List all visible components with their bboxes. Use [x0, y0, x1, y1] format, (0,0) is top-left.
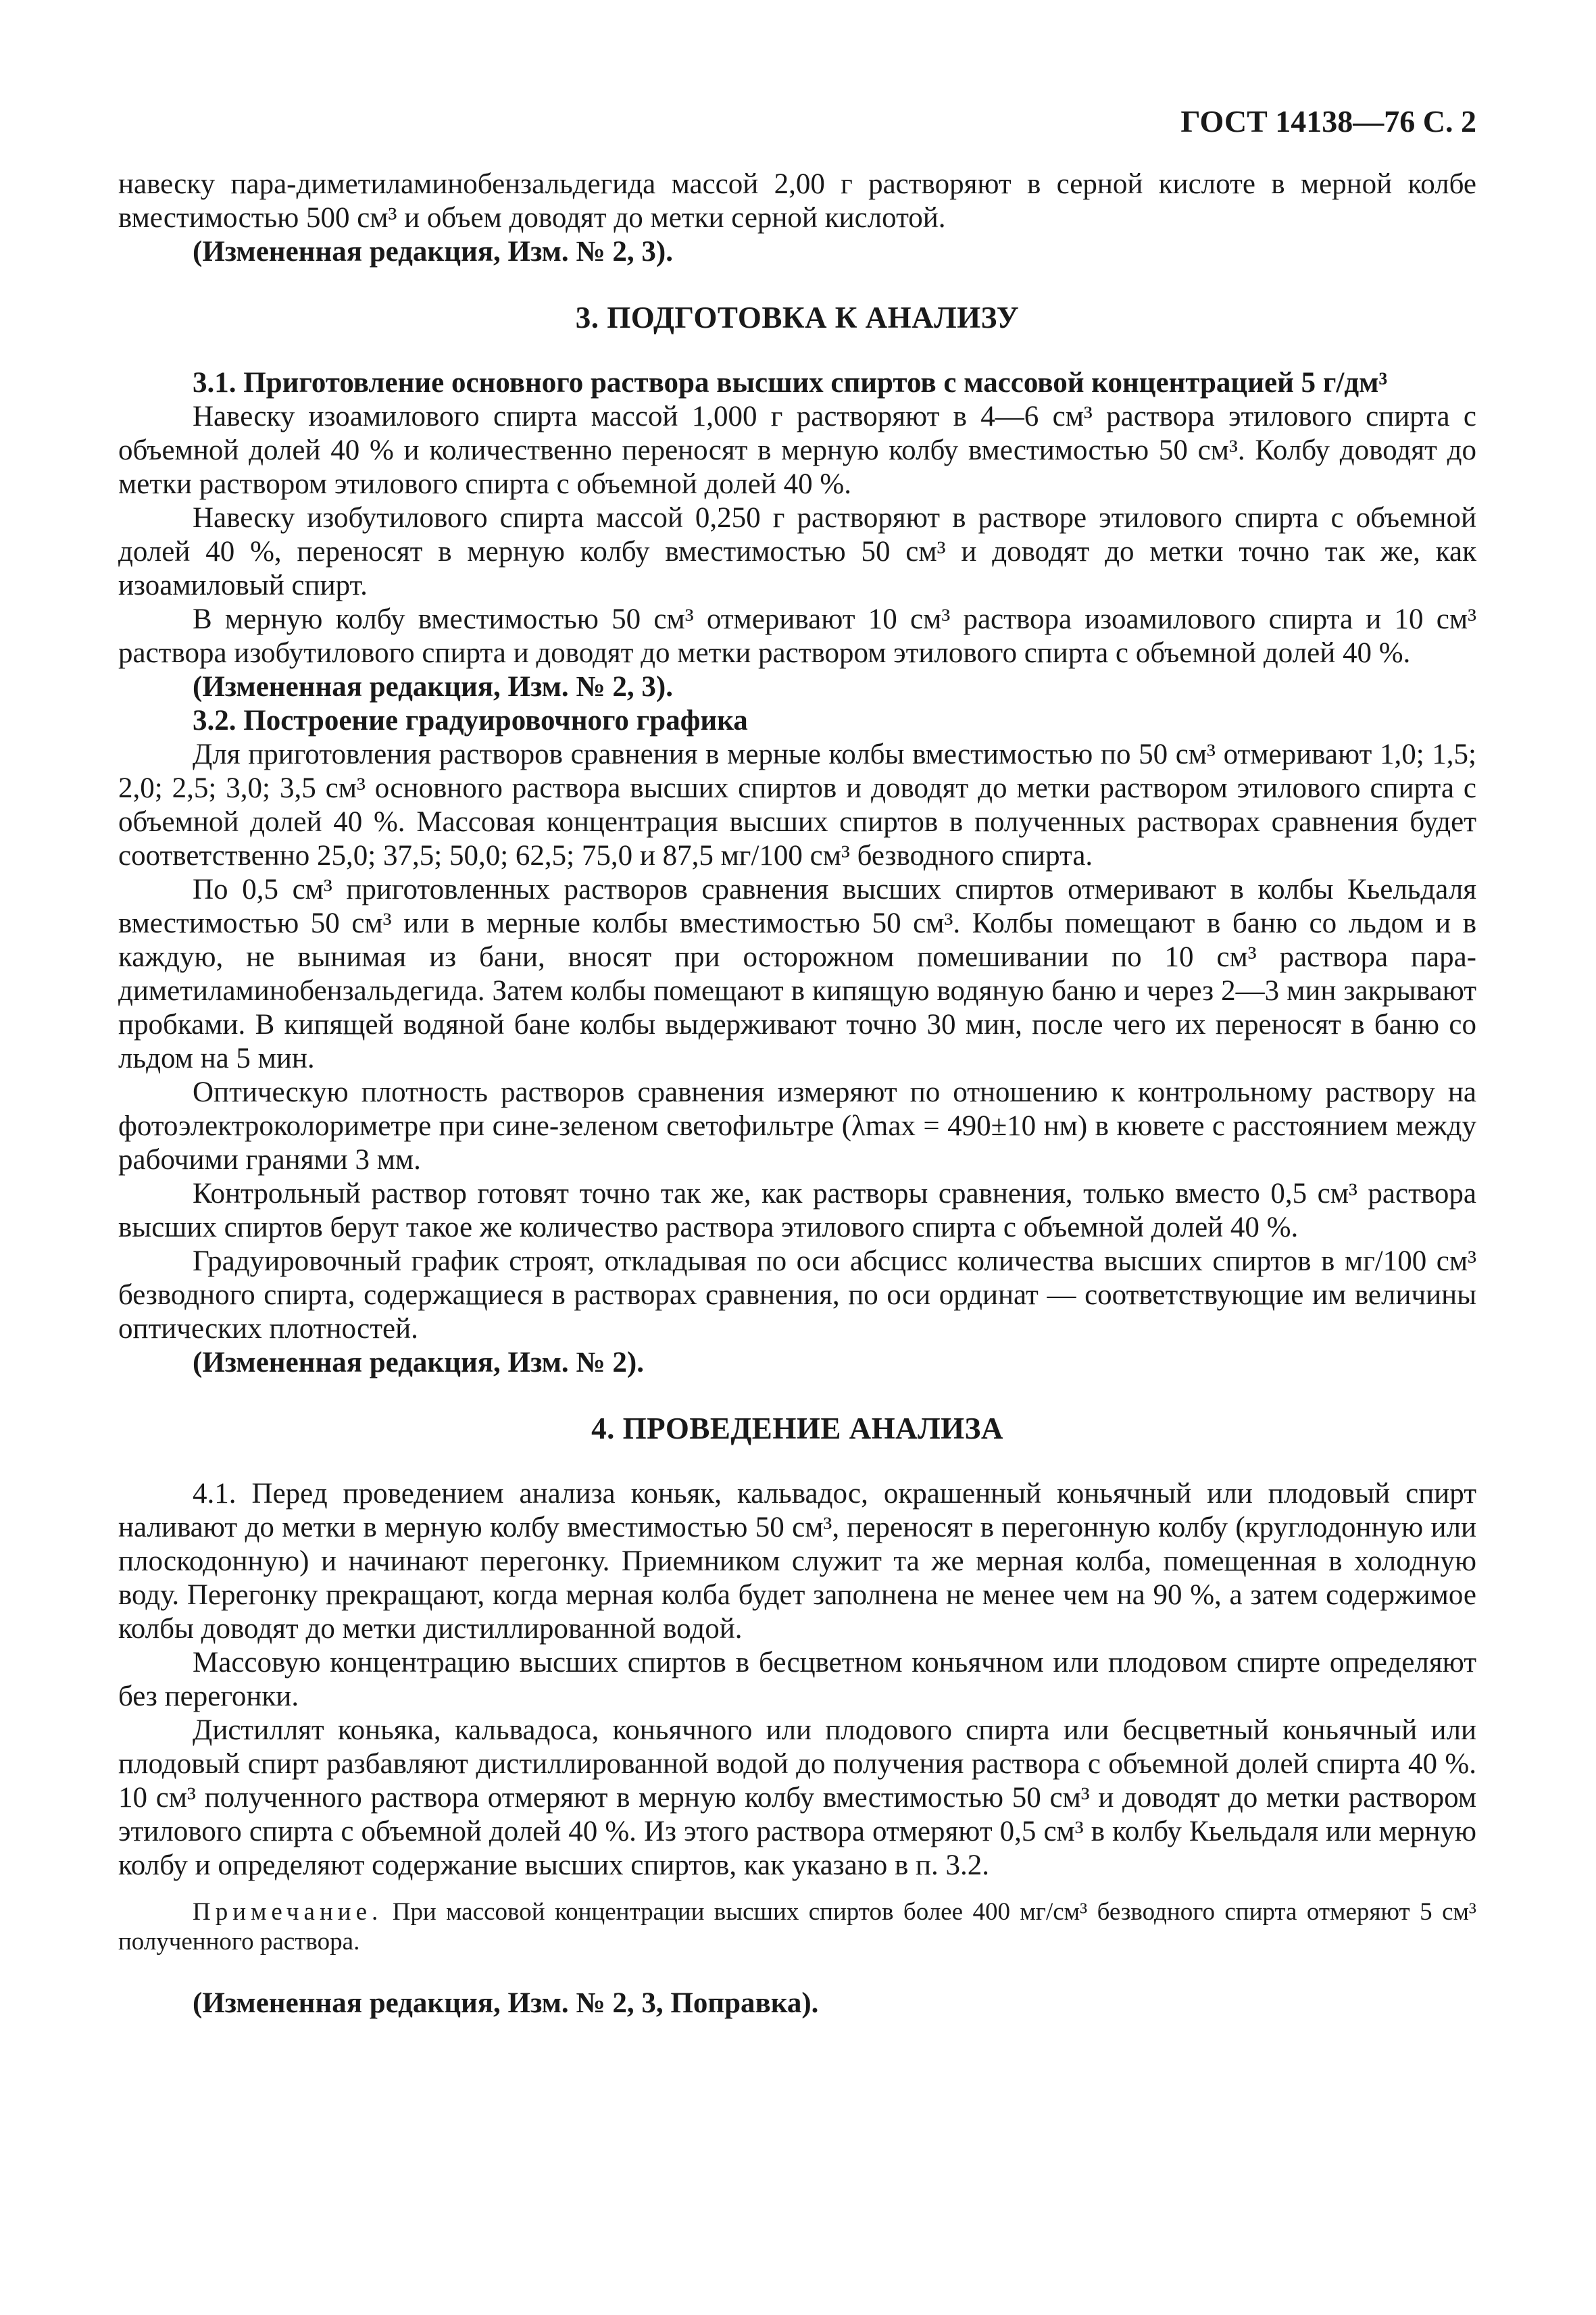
paragraph: Дистиллят коньяка, кальвадоса, коньячного или плодового спирта или бесцветный коньячный или плодовый спирт разбавляют дистиллированной водой до получения раствора с объемной долей спирта 40 %. 10 см³ полученного раствора отмеряют в мерную колбу вместимостью 50 см³ и доводят до метки раствором этилового спирта с объемной долей 40 %. Из этого раствора отмеряют 0,5 см³ в колбу Кьельдаля или мерную колбу и определяют содержание высших спиртов, как указано в п. 3.2. [118, 1714, 1476, 1881]
document-page [118, 101, 1476, 2020]
paragraph: Навеску изоамилового спирта массой 1,000 г растворяют в 4—6 см³ раствора этилового спирта с объемной долей 40 % и количественно переносят в мерную колбу вместимостью 50 см³. Колбу доводят до метки раствором этилового спирта с объемной долей 40 %. [118, 401, 1476, 500]
section-3-title: 3. ПОДГОТОВКА К АНАЛИЗУ [575, 301, 1020, 334]
note-text: При массовой концентрации высших спиртов более 400 мг/см³ безводного спирта отмеряют 5 см³ полученного раствора. [118, 1898, 1477, 1956]
amendment-note: (Измененная редакция, Изм. № 2, 3). [193, 236, 673, 268]
paragraph: Градуировочный график строят, откладывая по оси абсцисс количества высших спиртов в мг/100 см³ безводного спирта, содержащиеся в растворах сравнения, по оси ординат — соответствующие им величины оптических плотностей. [118, 1245, 1476, 1345]
subsection-3-1-title: 3.1. Приготовление основного раствора высших спиртов с массовой концентрацией 5 г/дм³ [193, 367, 1388, 399]
section-4-title: 4. ПРОВЕДЕНИЕ АНАЛИЗА [591, 1412, 1003, 1445]
note [118, 1897, 1476, 1957]
amendment-note: (Измененная редакция, Изм. № 2, 3, Поправка). [193, 1987, 819, 2019]
subsection-3-2-title: 3.2. Построение градуировочного графика [193, 705, 748, 737]
amendment-note: (Измененная редакция, Изм. № 2). [193, 1347, 644, 1378]
paragraph: Контрольный раствор готовят точно так же, как растворы сравнения, только вместо 0,5 см³ раствора высших спиртов берут такое же количество раствора этилового спирта с объемной долей 40 %. [118, 1178, 1476, 1243]
paragraph: Навеску изобутилового спирта массой 0,250 г растворяют в растворе этилового спирта с объемной долей 40 %, переносят в мерную колбу вместимостью 50 см³ и доводят до метки точно так же, как изоамиловый спирт. [118, 502, 1476, 601]
paragraph: 4.1. Перед проведением анализа коньяк, кальвадос, окрашенный коньячный или плодовый спирт наливают до метки в мерную колбу вместимостью 50 см³, переносят в перегонную колбу (круглодонную или плоскодонную) и начинают перегонку. Приемником служит та же мерная колба, помещенная в холодную воду. Перегонку прекращают, когда мерная колба будет заполнена не менее чем на 90 %, а затем содержимое колбы доводят до метки дистиллированной водой. [118, 1478, 1476, 1645]
note-label: Примечание. [193, 1898, 383, 1926]
amendment-note: (Измененная редакция, Изм. № 2, 3). [193, 671, 673, 703]
paragraph: По 0,5 см³ приготовленных растворов сравнения высших спиртов отмеривают в колбы Кьельдаля вместимостью 50 см³ или в мерные колбы вместимостью 50 см³. Колбы помещают в баню со льдом и в каждую, не вынимая из бани, вносят при осторожном помешивании по 10 см³ раствора пара-диметиламинобензальдегида. Затем колбы помещают в кипящую водяную баню и через 2—3 мин закрывают пробками. В кипящей водяной бане колбы выдерживают точно 30 мин, после чего их переносят в баню со льдом на 5 мин. [118, 874, 1476, 1074]
paragraph: Массовую концентрацию высших спиртов в бесцветном коньячном или плодовом спирте определяют без перегонки. [118, 1647, 1476, 1712]
paragraph: В мерную колбу вместимостью 50 см³ отмеривают 10 см³ раствора изоамилового спирта и 10 см³ раствора изобутилового спирта и доводят до метки раствором этилового спирта с объемной долей 40 %. [118, 603, 1476, 669]
paragraph: Оптическую плотность растворов сравнения измеряют по отношению к контрольному раствору на фотоэлектроколориметре при сине-зеленом светофильтре (λmax = 490±10 нм) в кювете с расстоянием между рабочими гранями 3 мм. [118, 1076, 1476, 1176]
page-header: ГОСТ 14138—76 С. 2 [1180, 104, 1476, 139]
intro-paragraph: навеску пара-диметиламинобензальдегида массой 2,00 г растворяют в серной кислоте в мерной колбе вместимостью 500 см³ и объем доводят до метки серной кислотой. [118, 168, 1476, 234]
paragraph: Для приготовления растворов сравнения в мерные колбы вместимостью по 50 см³ отмеривают 1,0; 1,5; 2,0; 2,5; 3,0; 3,5 см³ основного раствора высших спиртов и доводят до метки раствором этилового спирта с объемной долей 40 %. Массовая концентрация высших спиртов в полученных растворах сравнения будет соответственно 25,0; 37,5; 50,0; 62,5; 75,0 и 87,5 мг/100 см³ безводного спирта. [118, 739, 1476, 872]
